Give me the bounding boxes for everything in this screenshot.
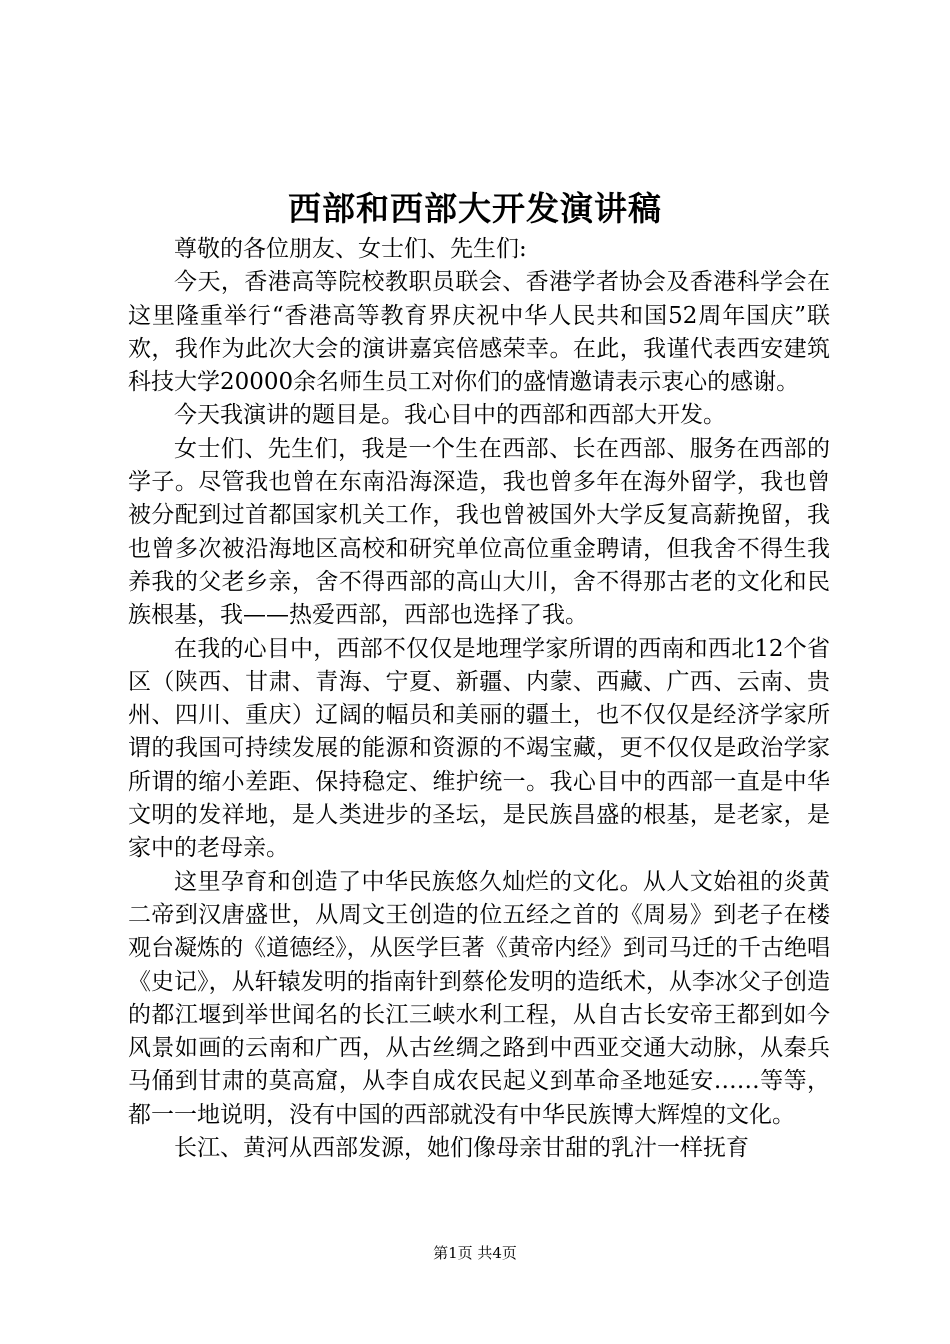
paragraph-culture: 这里孕育和创造了中华民族悠久灿烂的文化。从人文始祖的炎黄二帝到汉唐盛世，从周文王创造的位五经之首的《周易》到老子在楼观台凝炼的《道德经》，从医学巨著《黄帝内经》到司马迁的千古绝唱《史记》，从轩辕发明的指南针到蔡伦发明的造纸术，从李冰父子创造的都江堰到举世闻名的长江三峡水利工程，从自古长安帝王都到如今风景如画的云南和广西，从古丝绸之路到中西亚交通大动脉，从秦兵马俑到甘肃的莫高窟，从李自成农民起义到革命圣地延安……等等，都一一地说明，没有中国的西部就没有中华民族博大辉煌的文化。 — [128, 868, 830, 1128]
document-title: 西部和西部大开发演讲稿 — [288, 189, 662, 228]
document-body — [128, 233, 830, 1165]
paragraph-west-meaning: 在我的心目中，西部不仅仅是地理学家所谓的西南和西北12个省区（陕西、甘肃、青海、宁夏、新疆、内蒙、西藏、广西、云南、贵州、四川、重庆）辽阔的幅员和美丽的疆土，也不仅仅是经济学家所谓的我国可持续发展的能源和资源的不竭宝藏，更不仅仅是政治学家所谓的缩小差距、保持稳定、维护统一。我心目中的西部一直是中华文明的发祥地，是人类进步的圣坛，是民族昌盛的根基，是老家，是家中的老母亲。 — [128, 635, 830, 862]
paragraph-personal: 女士们、先生们，我是一个生在西部、长在西部、服务在西部的学子。尽管我也曾在东南沿海深造，我也曾多年在海外留学，我也曾被分配到过首都国家机关工作，我也曾被国外大学反复高薪挽留，我也曾多次被沿海地区高校和研究单位高位重金聘请，但我舍不得生我养我的父老乡亲，舍不得西部的高山大川，舍不得那古老的文化和民族根基，我——热爱西部，西部也选择了我。 — [128, 435, 830, 629]
page-footer: 第1页 共4页 — [433, 1244, 517, 1262]
paragraph-salutation: 尊敬的各位朋友、女士们、先生们: — [174, 236, 527, 262]
paragraph-rivers: 长江、黄河从西部发源，她们像母亲甘甜的乳汁一样抚育 — [174, 1135, 749, 1162]
paragraph-topic: 今天我演讲的题目是。我心目中的西部和西部大开发。 — [174, 402, 726, 429]
paragraph-opening: 今天，香港高等院校教职员联会、香港学者协会及香港科学会在这里隆重举行“香港高等教育界庆祝中华人民共和国52周年国庆”联欢，我作为此次大会的演讲嘉宾倍感荣幸。在此，我谨代表西安建筑科技大学20000余名师生员工对你们的盛情邀请表示衷心的感谢。 — [128, 269, 830, 396]
